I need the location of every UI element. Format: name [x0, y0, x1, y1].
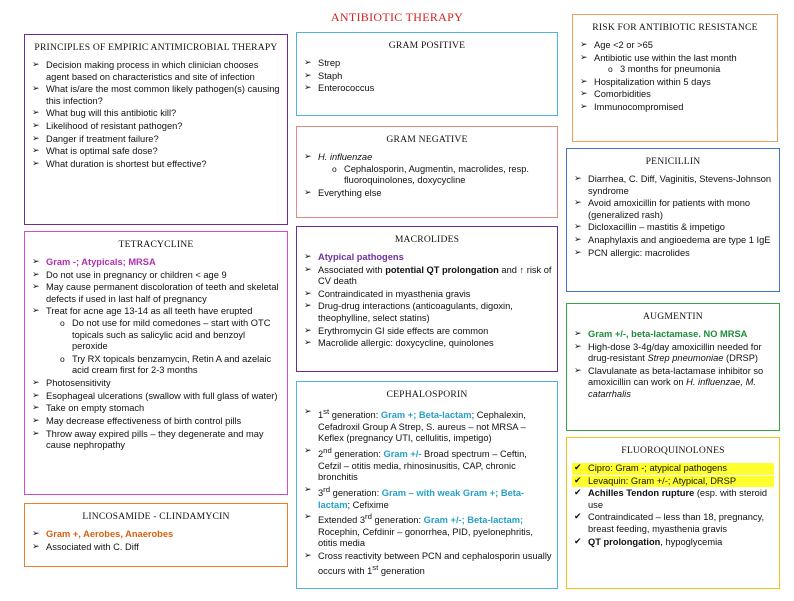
- gen4-sup: rd: [365, 512, 372, 522]
- gen2-pre: 2: [318, 449, 324, 459]
- list-item: ➢ Avoid amoxicillin for patients with mono (generalized rash): [572, 198, 774, 221]
- list-item: [30, 306, 282, 377]
- tetracycline-spectrum: Gram -; Atypicals; MRSA: [46, 256, 156, 267]
- tetracycline-list: [30, 257, 282, 452]
- list-item: ➢ Diarrhea, C. Diff, Vaginitis, Stevens-Johnson syndrome: [572, 174, 774, 197]
- cross-reactivity-pre: Cross reactivity between PCN and cephalosporin usually occurs with 1: [318, 551, 552, 576]
- list-item: ➢ May decrease effectiveness of birth control pills: [30, 416, 282, 428]
- macrolides-box: [296, 226, 558, 372]
- list-item: [302, 551, 552, 577]
- macrolides-spectrum: Atypical pathogens: [318, 251, 404, 262]
- list-item: ➢ Strep: [302, 58, 552, 70]
- list-item: [302, 446, 552, 484]
- gram-negative-list: [302, 152, 552, 199]
- list-item: ➢ PCN allergic: macrolides: [572, 248, 774, 260]
- list-item: [302, 265, 552, 288]
- list-item: [302, 512, 552, 550]
- list-item: ➢ What is/are the most common likely pathogen(s) causing this infection?: [30, 84, 282, 107]
- qt-prolongation-text: potential QT prolongation: [385, 264, 499, 275]
- list-item: ➢ Erythromycin GI side effects are common: [302, 326, 552, 338]
- gen1-sup: st: [323, 406, 330, 416]
- list-item: [30, 257, 282, 269]
- gen4-pre: Extended 3: [318, 515, 366, 526]
- list-item: ✔ Cipro: Gram -; atypical pathogens: [572, 463, 774, 475]
- achilles-post: (esp. with steroid use: [588, 488, 768, 510]
- list-item: ➢ Esophageal ulcerations (swallow with full glass of water): [30, 391, 282, 403]
- fluoroquinolones-heading: FLUOROQUINOLONES: [621, 445, 725, 456]
- list-item: ➢ Staph: [302, 71, 552, 83]
- list-item: [572, 329, 774, 341]
- tetracycline-heading: TETRACYCLINE: [118, 239, 194, 250]
- gen1-pre: 1: [318, 410, 324, 421]
- list-item: ➢ Immunocompromised: [578, 102, 772, 114]
- achilles-text: Achilles Tendon rupture: [588, 488, 695, 499]
- gram-negative-heading: GRAM NEGATIVE: [386, 134, 468, 145]
- gen4-mid: generation:: [371, 515, 424, 526]
- list-item: ➢ Everything else: [302, 188, 552, 200]
- list-item: ➢ Macrolide allergic: doxycycline, quinolones: [302, 338, 552, 350]
- list-item: ➢ What bug will this antibiotic kill?: [30, 108, 282, 120]
- sub-item: o Cephalosporin, Augmentin, macrolides, resp. fluoroquinolones, doxycycline: [330, 164, 552, 187]
- gram-positive-heading: GRAM POSITIVE: [388, 40, 466, 51]
- penicillin-list: [572, 174, 774, 259]
- gen3-pre: 3: [318, 487, 324, 498]
- augmentin-heading: AUGMENTIN: [643, 311, 703, 322]
- gen3-post: ; Cefixime: [347, 499, 389, 510]
- macrolides-heading: MACROLIDES: [394, 234, 460, 245]
- lincosamide-list: [30, 529, 282, 553]
- list-item: ➢ Drug-drug interactions (anticoagulants, digoxin, theophylline, select statins): [302, 301, 552, 324]
- gen2-mid: generation:: [331, 449, 384, 459]
- tetracycline-box: [24, 231, 288, 495]
- gen1-spectrum: Gram +; Beta-lactam: [380, 410, 472, 421]
- gen4-post: Rocephin, Cefdinir – gonorrhea, PID, pyelonephritis, otitis media: [318, 526, 533, 549]
- list-item: ➢ Take on empty stomach: [30, 403, 282, 415]
- list-item: ➢ Contraindicated in myasthenia gravis: [302, 289, 552, 301]
- gen2-post: Broad spectrum – Ceftin, Cefzil – otitis media, rhinosinusitis, CAP, chronic bronchitis: [318, 449, 527, 483]
- list-item: ➢ May cause permanent discoloration of teeth and skeletal defects if used in last half of pregnancy: [30, 282, 282, 305]
- list-item: ➢ Dicloxacillin – mastitis & impetigo: [572, 222, 774, 234]
- list-item: ➢ Danger if treatment failure?: [30, 134, 282, 146]
- principles-box: [24, 34, 288, 225]
- gram-negative-box: [296, 126, 558, 218]
- augmentin-dose-post: (DRSP): [723, 353, 759, 364]
- list-item: ➢ Hospitalization within 5 days: [578, 77, 772, 89]
- lincosamide-box: [24, 503, 288, 567]
- list-item: ➢ Likelihood of resistant pathogen?: [30, 121, 282, 133]
- list-item: [572, 366, 774, 401]
- sub-item: o Try RX topicals benzamycin, Retin A and azelaic acid cream first for 2-3 months: [58, 354, 282, 377]
- cross-reactivity-post: generation: [378, 565, 425, 576]
- fluoroquinolones-box: [566, 437, 780, 589]
- list-item: ➢ Anaphylaxis and angioedema are type 1 IgE: [572, 235, 774, 247]
- strep-pneumoniae-text: Strep pneumoniae: [647, 353, 724, 364]
- penicillin-box: [566, 148, 780, 292]
- list-item: ➢ Enterococcus: [302, 83, 552, 95]
- list-item: ✔ Contraindicated – less than 18, pregnancy, breast feeding, myasthenia gravis: [572, 512, 774, 535]
- fq-qt-text: QT prolongation: [588, 536, 661, 547]
- list-item: [578, 53, 772, 76]
- augmentin-spectrum: Gram +/-, beta-lactamase. NO MRSA: [588, 328, 748, 339]
- gen1-post: ; Cephalexin, Cefadroxil Group A Strep, S. aureus – not MRSA – Keflex (pregnancy UTI, cellulitis, impetigo): [318, 410, 526, 444]
- list-item: ➢ Throw away expired pills – they degenerate and may cause nephropathy: [30, 429, 282, 452]
- clavulanate-pre: Clavulanate as beta-lactamase inhibitor so amoxicillin can work on: [588, 365, 764, 388]
- augmentin-dose-pre: High-dose 3-4g/day amoxicillin needed for drug-resistant: [588, 341, 762, 364]
- macrolides-list: [302, 252, 552, 350]
- fluoroquinolones-list: [572, 463, 774, 548]
- list-item: ➢ What duration is shortest but effective?: [30, 159, 282, 171]
- gen4-spectrum: Gram +/-; Beta-lactam;: [423, 515, 524, 526]
- sub-item: o Do not use for mild comedones – start with OTC topicals such as salicylic acid and benzoyl peroxide: [58, 318, 282, 353]
- acne-treatment: Treat for acne age 13-14 as all teeth have erupted: [46, 306, 253, 317]
- risk-antibiotic-use: Antibiotic use within the last month: [594, 52, 737, 63]
- sub-item: o 3 months for pneumonia: [606, 64, 772, 76]
- lincosamide-heading: LINCOSAMIDE - CLINDAMYCIN: [82, 511, 230, 522]
- principles-heading: PRINCIPLES OF EMPIRIC ANTIMICROBIAL THERAPY: [34, 42, 278, 53]
- cephalosporin-box: [296, 381, 558, 589]
- list-item: ➢ Do not use in pregnancy or children < age 9: [30, 270, 282, 282]
- gen3-spectrum: Gram – with weak Gram +; Beta-lactam: [318, 487, 525, 510]
- penicillin-heading: PENICILLIN: [645, 156, 701, 167]
- qt-text-post: and ↑ risk of CV death: [318, 264, 552, 287]
- cross-reactivity-sup: st: [372, 562, 379, 572]
- list-item: [30, 529, 282, 541]
- list-item: ➢ What is optimal safe dose?: [30, 146, 282, 158]
- list-item: [572, 342, 774, 365]
- gen2-spectrum: Gram +/-: [383, 449, 422, 459]
- cephalosporin-heading: CEPHALOSPORIN: [386, 389, 468, 400]
- fq-qt-post: , hypoglycemia: [660, 536, 723, 547]
- list-item: ➢ Associated with C. Diff: [30, 542, 282, 554]
- h-influenzae-text: H. influenzae: [318, 151, 373, 162]
- risk-box: [572, 14, 778, 142]
- qt-text-pre: Associated with: [318, 264, 386, 275]
- clavulanate-organisms: H. influenzae, M. catarrhalis: [588, 377, 756, 400]
- gen1-mid: generation:: [329, 410, 381, 421]
- gen3-mid: generation:: [330, 487, 382, 498]
- augmentin-box: [566, 303, 780, 431]
- principles-list: [30, 60, 282, 170]
- list-item: [302, 407, 552, 445]
- lincosamide-spectrum: Gram +, Aerobes, Anaerobes: [46, 528, 174, 539]
- list-item: ➢ Decision making process in which clinician chooses agent based on characteristics and site of infection: [30, 60, 282, 83]
- list-item: [572, 488, 774, 511]
- gram-positive-box: [296, 32, 558, 116]
- gen2-sup: nd: [323, 445, 332, 455]
- list-item: [302, 252, 552, 264]
- augmentin-list: [572, 329, 774, 401]
- list-item: [302, 152, 552, 187]
- risk-list: [578, 40, 772, 114]
- list-item: [572, 537, 774, 549]
- list-item: ➢ Comorbidities: [578, 89, 772, 101]
- list-item: ➢ Photosensitivity: [30, 378, 282, 390]
- gen3-sup: rd: [323, 484, 331, 494]
- risk-heading: RISK FOR ANTIBIOTIC RESISTANCE: [592, 22, 758, 33]
- list-item: ✔ Levaquin: Gram +/-; Atypical, DRSP: [572, 476, 774, 488]
- list-item: ➢ Age <2 or >65: [578, 40, 772, 52]
- gram-positive-list: [302, 58, 552, 95]
- list-item: [302, 485, 552, 511]
- cephalosporin-list: [302, 407, 552, 577]
- page-title: ANTIBIOTIC THERAPY: [330, 10, 464, 24]
